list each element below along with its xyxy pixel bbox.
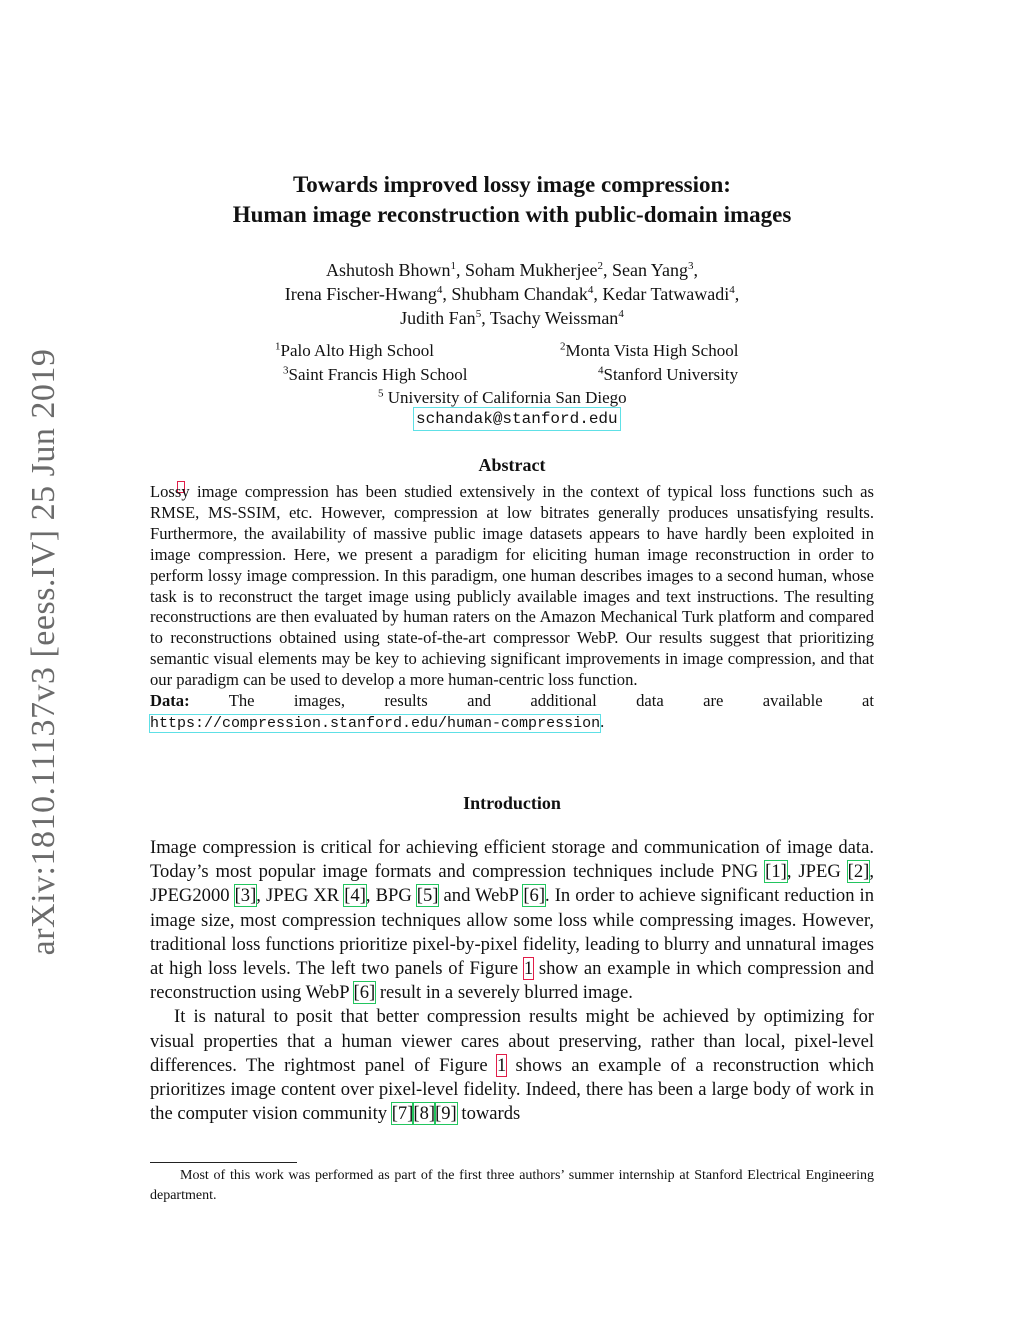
text-run: Image compression is critical for achieving efficient storage and communication of image data. Today’s most popular image formats and compression techniques include PNG	[150, 837, 874, 883]
affiliation-1	[275, 340, 434, 362]
abstract-body	[150, 482, 874, 735]
affiliation-number: 1	[275, 340, 281, 353]
citation-link[interactable]: [2]	[847, 861, 870, 883]
text-run: shows an example of a reconstruction which prioritizes image content over pixel-level fidelity. Indeed, there has been a large body of work in the computer vision community	[150, 1054, 875, 1125]
text-run: , JPEG2000	[150, 861, 874, 907]
contact-email-link[interactable]: schandak@stanford.edu	[413, 407, 621, 431]
author-affil-mark: 5	[475, 308, 482, 320]
citation-link[interactable]: [5]	[416, 885, 439, 907]
author-name: Sean Yang	[611, 260, 688, 280]
author-affil-mark: 4	[729, 284, 735, 296]
author-affil-mark: 3	[688, 260, 694, 272]
text-run: towards	[456, 1103, 521, 1125]
figure-link[interactable]: 1	[496, 1054, 507, 1076]
affiliation-number: 3	[283, 364, 289, 377]
author-affil-mark: 4	[436, 284, 443, 296]
affiliation-name: Stanford University	[603, 365, 739, 384]
affiliation-4	[598, 364, 738, 386]
citation-link[interactable]: [4]	[344, 885, 366, 907]
footnote-rule	[150, 1162, 297, 1163]
affiliation-5	[378, 387, 627, 409]
data-label: Data:	[150, 691, 190, 711]
intro-paragraph-2	[150, 1005, 874, 1126]
affiliation-name: Saint Francis High School	[288, 365, 468, 384]
data-url-link[interactable]: https://compression.stanford.edu/human-compression	[150, 714, 601, 732]
author-affil-mark: 4	[587, 284, 594, 296]
affiliation-number: 4	[598, 364, 604, 377]
author-name: Kedar Tatwawadi	[602, 284, 730, 304]
affiliation-2	[560, 340, 738, 362]
text-run: show an example in which compression and reconstruction using WebP	[150, 958, 875, 1004]
citation-link[interactable]: [8]	[413, 1103, 436, 1125]
title-line-1: Towards improved lossy image compression:	[293, 172, 731, 197]
author-name: Soham Mukherjee	[465, 260, 598, 280]
author-name: Ashutosh Bhown	[326, 260, 451, 280]
text-run: , JPEG	[786, 861, 848, 883]
affiliation-number: 2	[560, 340, 566, 353]
citation-link[interactable]: [6]	[353, 982, 376, 1004]
author-name: Shubham Chandak	[451, 284, 588, 304]
author-name: Irena Fischer-Hwang	[284, 284, 437, 304]
citation-link[interactable]: [7]	[391, 1103, 414, 1125]
author-name: Tsachy Weissman	[489, 308, 619, 328]
introduction-heading: Introduction	[463, 793, 561, 813]
abstract-heading: Abstract	[478, 455, 546, 475]
text-run: It is natural to posit that better compression results might be achieved by optimizing for visual properties that a human viewer cares about preserving, rather than local, pixel-level differences. The rightmost panel of Figure	[150, 1006, 874, 1076]
arxiv-identifier: arXiv:1810.11137v3 [eess.IV] 25 Jun 2019	[25, 348, 62, 956]
citation-link[interactable]: [6]	[523, 885, 546, 907]
author-line-2: Irena Fischer-Hwang$^4$, Shubham Chandak$^4$, Kedar Tatwawadi$^4$,	[284, 284, 740, 304]
text-run: . In order to achieve significant reduction in image size, most compression techniques allow some loss while compressing images. However, traditional loss functions prioritize pixel-by-pixel fidelity, leading to blurry and unnatural images at high loss levels. The left two panels of Figure	[150, 885, 875, 980]
author-list	[150, 258, 874, 330]
author-affil-mark: 4	[618, 308, 624, 320]
author-line-1: Ashutosh Bhown$^1$, Soham Mukherjee$^2$, Sean Yang$^3$,	[326, 260, 698, 280]
data-text: The images, results and additional data are available at	[189, 691, 874, 711]
affiliation-name: Palo Alto High School	[280, 341, 434, 360]
author-affil-mark: 1	[450, 260, 457, 272]
affiliation-name: Monta Vista High School	[565, 341, 739, 360]
text-run: and WebP	[438, 885, 524, 907]
affiliation-name: University of California San Diego	[383, 388, 627, 407]
abstract-text: Lossy image compression has been studied extensively in the context of typical loss functions such as RMSE, MS-SSIM, etc. However, compression at low bitrates generally produces unsatisfying results. Furthermore, the availability of massive public image datasets appears to have hardly been exploited in image compression. Here, we present a paradigm for eliciting human image reconstruction in order to perform lossy image compression. In this paradigm, one human describes images to a second human, whose task is to reconstruct the target image using publicly available images and text instructions. The resulting reconstructions are then evaluated by human raters on the Amazon Mechanical Turk platform and compared to reconstructions obtained using state-of-the-art compressor WebP. Our results suggest that prioritizing semantic visual elements may be key to achieving significant improvements in image compression, and that our paradigm can be used to develop a more human-centric loss function.	[150, 482, 874, 690]
text-run: result in a severely blurred image.	[375, 982, 633, 1004]
arxiv-sidebar-stamp	[14, 342, 74, 962]
text-run: , BPG	[365, 885, 417, 907]
author-name: Judith Fan	[400, 308, 476, 328]
author-line-3: Judith Fan$^5$, Tsachy Weissman$^4$	[400, 308, 624, 328]
figure-link[interactable]: 1	[523, 958, 534, 980]
author-affil-mark: 2	[597, 260, 603, 272]
affiliation-3	[283, 364, 467, 386]
intro-paragraph-1	[150, 836, 874, 1005]
text-run: , JPEG XR	[256, 885, 345, 907]
data-end: .	[600, 711, 605, 731]
citation-link[interactable]: [3]	[234, 885, 257, 907]
paper-title	[150, 170, 874, 230]
citation-link[interactable]: [1]	[765, 861, 787, 883]
footnote: Most of this work was performed as part of the first three authors’ summer internship at Stanford Electrical Engineering department.	[150, 1168, 874, 1203]
citation-link[interactable]: [9]	[435, 1103, 457, 1125]
affiliation-number: 5	[378, 387, 384, 400]
introduction-body	[150, 836, 874, 1126]
title-line-2: Human image reconstruction with public-domain images	[232, 202, 792, 227]
